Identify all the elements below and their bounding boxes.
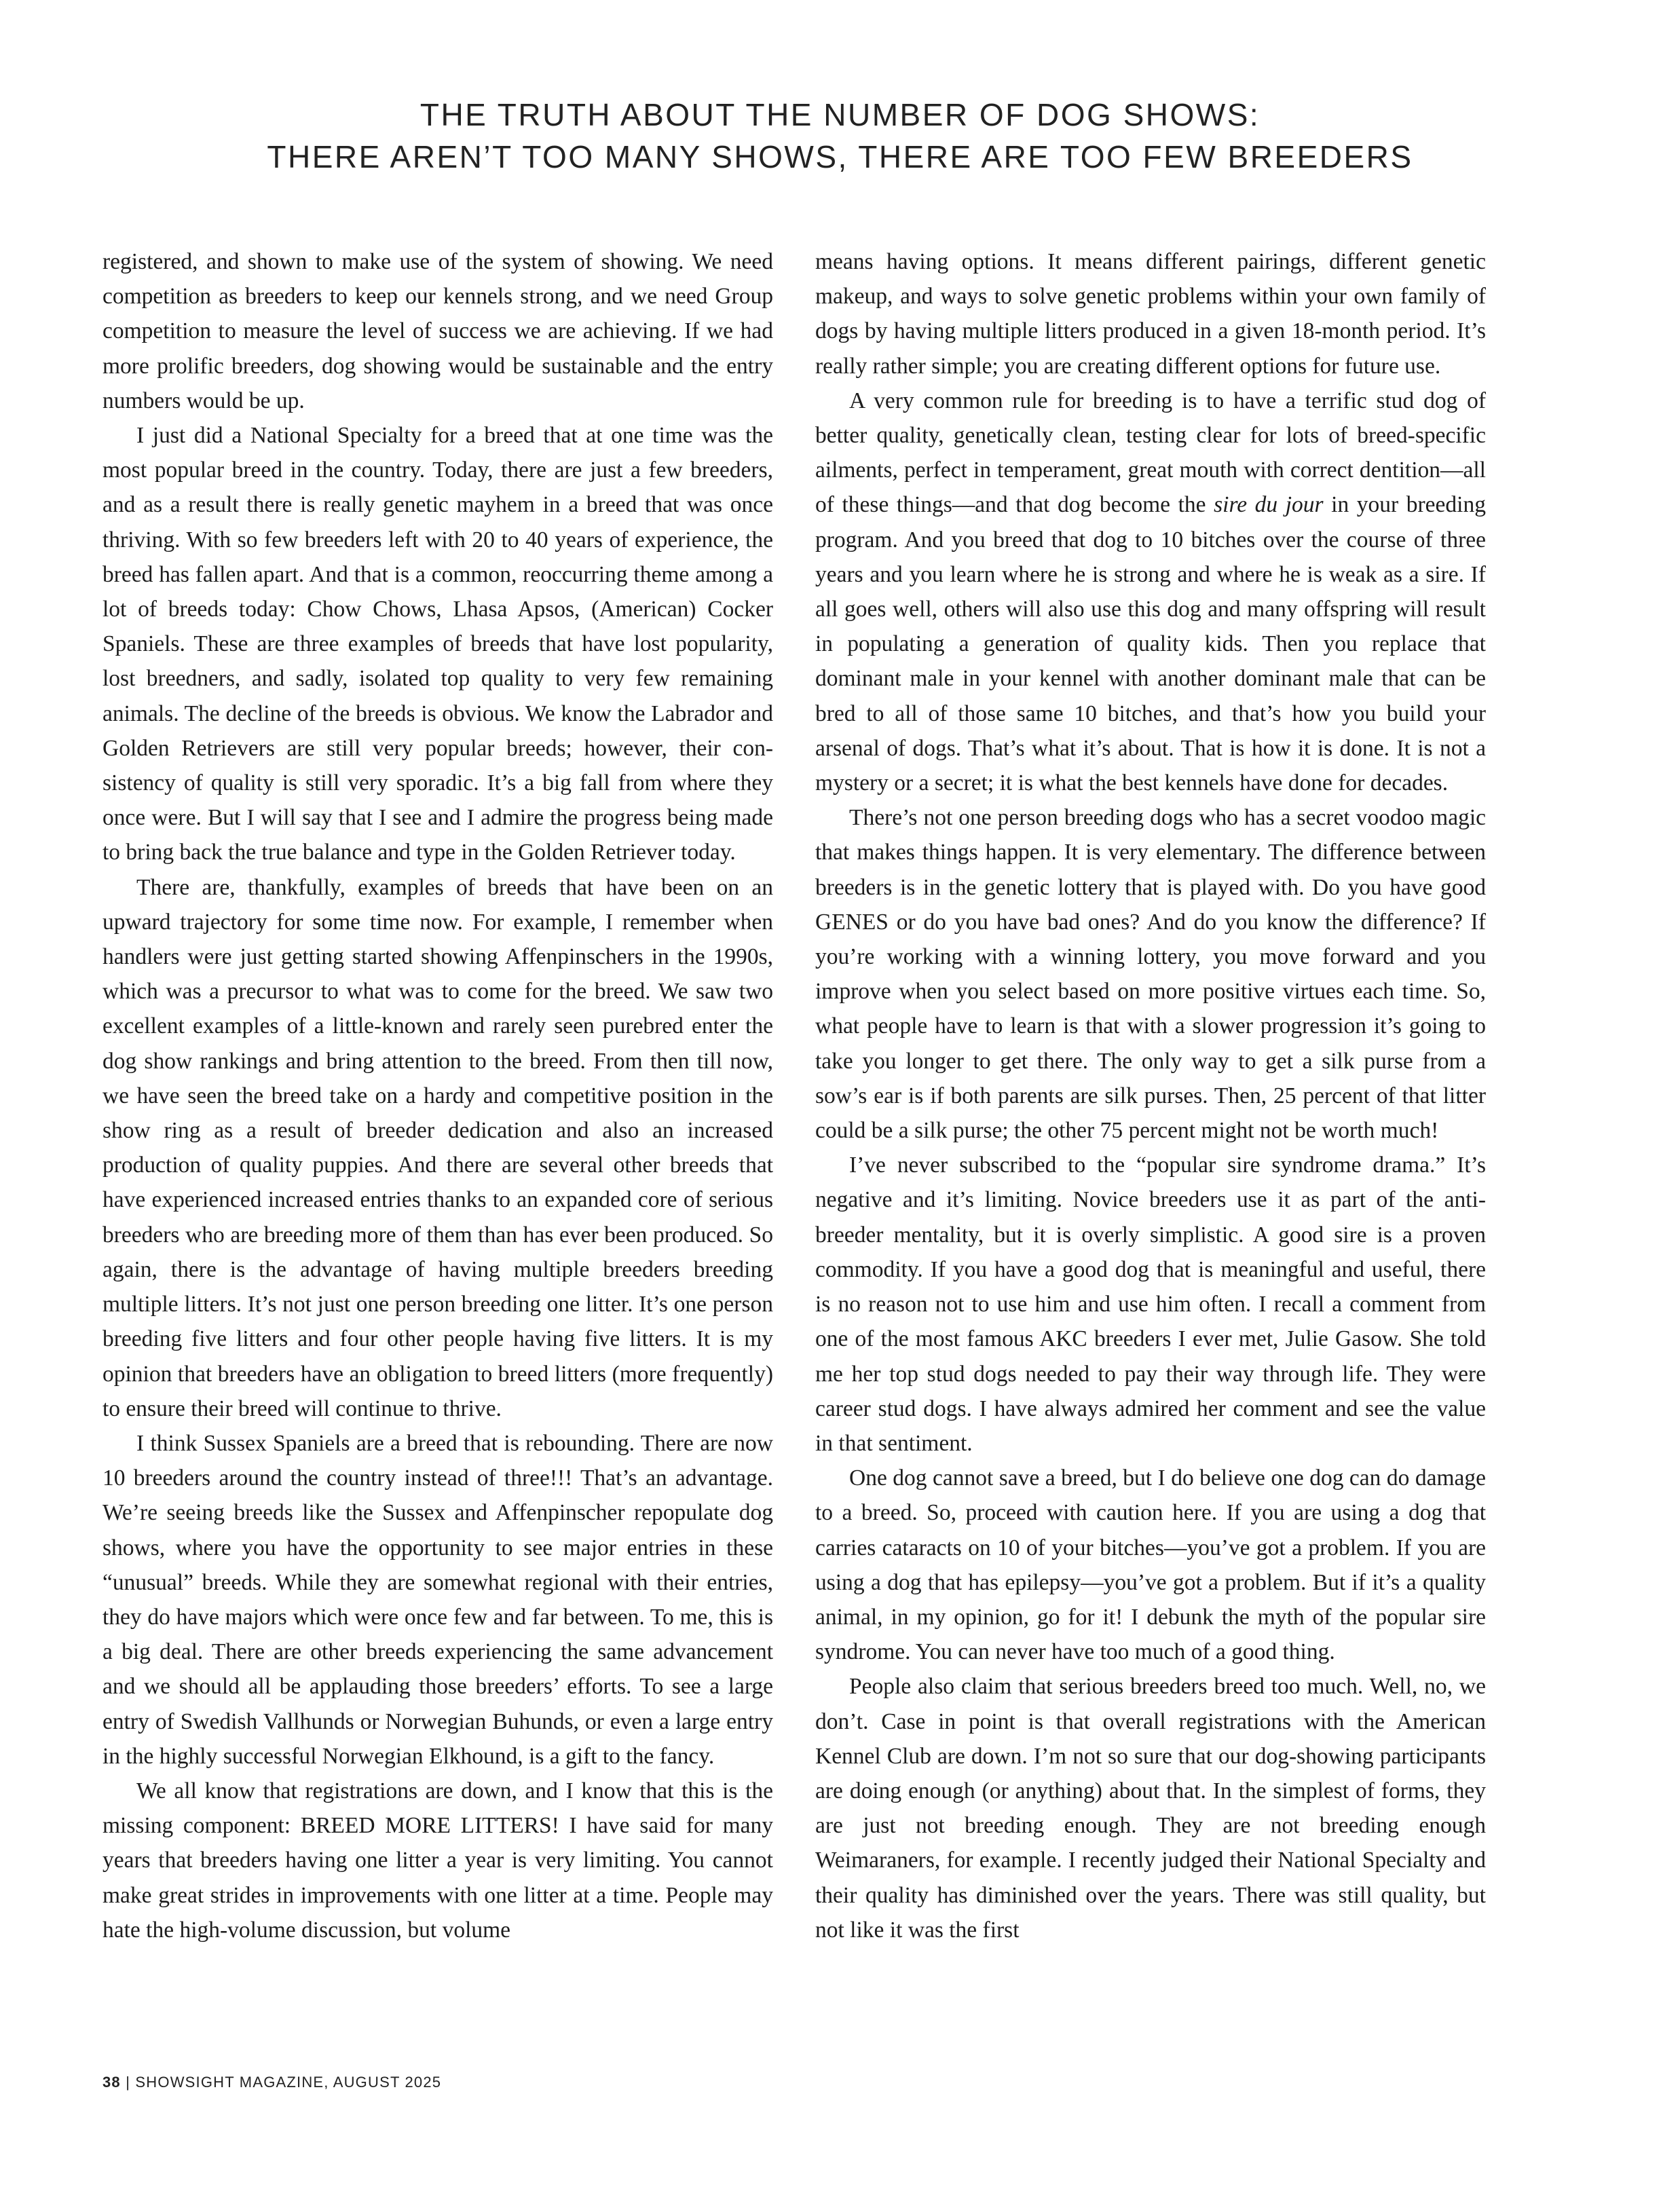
article-title-line-1: THE TRUTH ABOUT THE NUMBER OF DOG SHOWS: (419, 97, 1261, 132)
paragraph: There’s not one person breeding dogs who has a secret voodoo magic that makes things happen. It is very elementary. The difference between breeders is in the genetic lottery that is played with. Do you have good GENES or do you have bad ones? And do you know the difference? If you’re working with a winning lottery, you move forward and you improve when you select based on more positive virtues each time. So, what people have to learn is that with a slower progression it’s going to take you longer to get there. The only way to get a silk purse from a sow’s ear is if both parents are silk purses. Then, 25 percent of that litter could be a silk purse; the other 75 percent might not be worth much! (815, 805, 1486, 1144)
paragraph: I think Sussex Spaniels are a breed that is rebounding. There are now 10 breeders around the country instead of three!!! That’s an advantage. We’re seeing breeds like the Sussex and Affenpinscher repopulate dog shows, where you have the opportunity to see major entries in these “unusual” breeds. While they are somewhat regional with their entries, they do have majors which were once few and far between. To me, this is a big deal. There are other breeds experiencing the same advancement and we should all be applauding those breeders’ efforts. To see a large entry of Swedish Vallhunds or Norwegian Buhunds, or even a large entry in the highly successful Norwegian Elkhound, is a gift to the fancy. (102, 1430, 773, 1769)
publication-name: SHOWSIGHT MAGAZINE, AUGUST 2025 (135, 2074, 442, 2091)
page-footer (102, 2074, 441, 2091)
paragraph: People also claim that serious breeders breed too much. Well, no, we don’t. Case in point is that overall registrations with the American Kennel Club are down. I’m not so sure that our dog-showing participants are doing enough (or anything) about that. In the simplest of forms, they are just not breeding enough. They are not breeding enough Weimaraners, for example. I recently judged their National Specialty and their quality has diminished over the years. There was still quality, but not like it was the first (815, 1674, 1486, 1943)
paragraph: means having options. It means different pairings, different genetic makeup, and ways to solve genetic problems within your own family of dogs by having multiple litters produced in a given 18-month period. It’s really rather simple; you are creating different options for future use. (815, 249, 1486, 379)
paragraph: There are, thankfully, examples of breeds that have been on an upward trajectory for some time now. For example, I remember when handlers were just getting started showing Affenpinschers in the 1990s, which was a precursor to what was to come for the breed. We saw two excellent examples of a little-known and rarely seen purebred enter the dog show rankings and bring attention to the breed. From then till now, we have seen the breed take on a hardy and competitive position in the show ring as a result of breeder dedication and also an increased production of quality puppies. And there are several other breeds that have experienced increased entries thanks to an expanded core of serious breeders who are breeding more of them than has ever been produced. So again, there is the advantage of having multiple breeders breeding multiple litters. It’s not just one person breeding one litter. It’s one person breeding five litters and four other people having five litters. It is my opinion that breeders have an obligation to breed litters (more frequently) to ensure their breed will continue to thrive. (102, 874, 773, 1421)
paragraph (815, 383, 1486, 800)
paragraph: One dog cannot save a breed, but I do believe one dog can do damage to a breed. So, proceed with caution here. If you are using a dog that carries cataracts on 10 of your bitches—you’ve got a problem. If you are using a dog that has epilepsy—you’ve got a problem. But if it’s a quality animal, in my opinion, go for it! I debunk the myth of the popular sire syndrome. You can never have too much of a good thing. (815, 1465, 1486, 1665)
paragraph: We all know that registrations are down, and I know that this is the missing component: BREED MORE LITTERS! I have said for many years that breeders having one litter a year is very limiting. You cannot make great strides in improvements with one litter at a time. People may hate the high-volume discussion, but volume (102, 1778, 773, 1943)
paragraph-text: in your breeding program. And you breed that dog to 10 bitches over the course of three years and you learn where he is strong and where he is weak as a sire. If all goes well, others will also use this dog and many offspring will result in populating a generation of quality kids. Then you replace that dominant male in your kennel with another dominant male that can be bred to all of those same 10 bitches, and that’s how you build your arsenal of dogs. That’s what it’s about. That is how it is done. It is not a mystery or a secret; it is what the best kennels have done for decades. (815, 492, 1486, 796)
paragraph: I’ve never subscribed to the “popular sire syndrome drama.” It’s negative and it’s limiting. Novice breeders use it as part of the anti-breeder mentality, but it is overly simplistic. A good sire is a proven commodity. If you have a good dog that is meaningful and useful, there is no reason not to use him and use him often. I recall a comment from one of the most famous AKC breeders I ever met, Julie Gasow. She told me her top stud dogs needed to pay their way through life. They were career stud dogs. I have always admired her comment and see the value in that sentiment. (815, 1153, 1486, 1456)
paragraph-text: A very common rule for breeding is to have a terrific stud dog of better quality, genetically clean, testing clear for lots of breed-specific ailments, perfect in temperament, great mouth with correct dentition—all of these things—and that dog become the (815, 388, 1486, 518)
right-column (815, 244, 1486, 1947)
italic-phrase: sire du jour (1214, 492, 1324, 518)
page-number: 38 (102, 2074, 121, 2091)
left-column (102, 244, 773, 1947)
article-title-line-2: THERE AREN’T TOO MANY SHOWS, THERE ARE TOO FEW BREEDERS (267, 139, 1413, 174)
paragraph: registered, and shown to make use of the system of showing. We need competition as breeders to keep our kennels strong, and we need Group competition to measure the level of success we are achieving. If we had more prolific breeders, dog showing would be sustainable and the entry numbers would be up. (102, 249, 773, 413)
article-header (0, 94, 1680, 178)
paragraph: I just did a National Specialty for a breed that at one time was the most popular breed in the country. Today, there are just a few breeders, and as a result there is really genetic mayhem in a breed that was once thriving. With so few breeders left with 20 to 40 years of experience, the breed has fallen apart. And that is a common, reoccurring theme among a lot of breeds today: Chow Chows, Lhasa Apsos, (American) Cocker Spaniels. These are three examples of breeds that have lost popularity, lost breedners, and sadly, isolated top quality to very few remaining animals. The decline of the breeds is obvious. We know the Labrador and Golden Retrievers are still very popular breeds; however, their consistency of quality is still very sporadic. It’s a big fall from where they once were. But I will say that I see and I admire the progress being made to bring back the true balance and type in the Golden Retriever today. (102, 423, 773, 865)
footer-separator: | (126, 2074, 131, 2091)
